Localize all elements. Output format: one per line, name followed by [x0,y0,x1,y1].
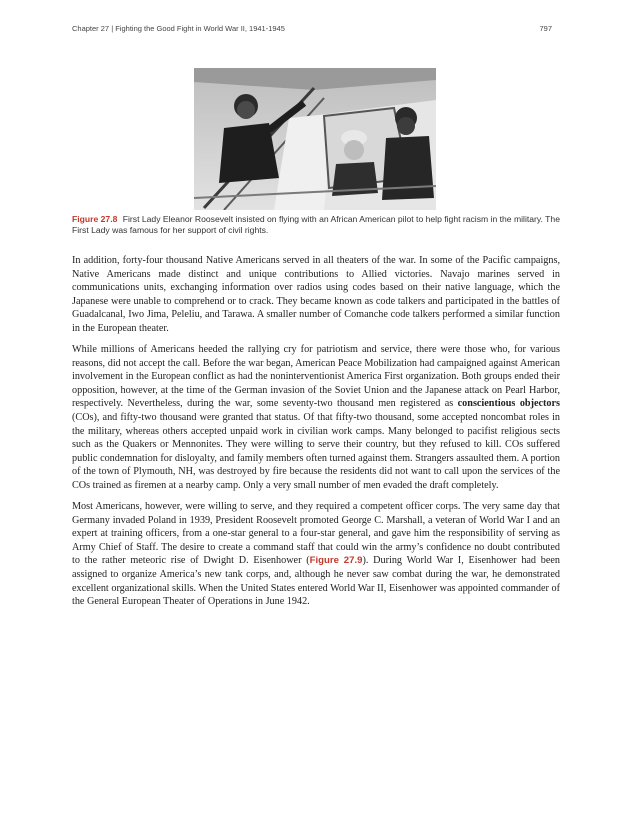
figure-link[interactable]: Figure 27.9 [309,555,363,567]
paragraph-text: ). During World War I, Eisenhower had been assigned to organize America’s new tank corps, and, although he never saw combat during the war, he demonstrated excellent organizational skills. When the United States entered World War II, Eisenhower was appointed commander of the General European Theater of Operations in June 1942. [72,555,561,608]
paragraph-officer-corps [72,500,560,608]
figure-caption [72,214,560,236]
key-term[interactable]: conscientious objectors [457,398,560,410]
paragraph-native-americans: In addition, forty-four thousand Native Americans served in all theaters of the war. In some of the Pacific campaigns, Native Americans made distinct and unique contributions to Allied victories. Navajo marines served in communications units, exchanging information over radios using codes based on their native language, which the Japanese were unable to comprehend or to crack. They became known as code talkers and participated in the battles of Guadalcanal, Iwo Jima, Peleliu, and Tarawa. A smaller number of Comanche code talkers performed a similar function in the European theater. [72,255,560,334]
running-header [72,24,552,33]
figure-label: Figure 27.8 [72,214,118,224]
chapter-title: Chapter 27 | Fighting the Good Fight in World War II, 1941-1945 [72,24,285,33]
paragraph-text: While millions of Americans heeded the rallying cry for patriotism and service, there were those who, for various reasons, did not accept the call. Before the war began, American Peace Mobilization had campaigned against American involvement in the European conflict as had the noninterventionist America First organization. Both groups ended their opposition, however, at the time of the German invasion of the Soviet Union and the Japanese attack on Pearl Harbor, respectively. Nevertheless, during the war, some seventy-two thousand men registered as [72,344,560,410]
figure-caption-text: First Lady Eleanor Roosevelt insisted on flying with an African American pilot to help fight racism in the military. The First Lady was famous for her support of civil rights. [72,214,560,235]
historical-photo [194,68,436,210]
photo-illustration [194,68,436,210]
paragraph-text: Most Americans, however, were willing to serve, and they required a competent officer corps. The very same day that Germany invaded Poland in 1939, President Roosevelt promoted George C. Marshall, a veteran of World War I and an expert at training officers, from a one-star general to a four-star general, and gave him the responsibility of serving as Army Chief of Staff. The desire to create a command staff that could win the army’s confidence no doubt contributed to the rather meteoric rise of Dwight D. Eisenhower ( [72,501,560,567]
paragraph-conscientious-objectors [72,343,560,492]
page-number: 797 [539,24,552,33]
body-text [72,254,560,617]
paragraph-text: (COs), and fifty-two thousand were granted that status. Of that fifty-two thousand, some accepted noncombat roles in the military, whereas others accepted unpaid work in civilian work camps. Many belonged to pacifist religious sects such as the Quakers or Mennonites. They were willing to serve their country, but they refused to kill. COs suffered public condemnation for disloyalty, and family members often turned against them. Strangers assaulted them. A portion of the town of Plymouth, NH, was destroyed by fire because the residents did not want to call upon the services of the COs trained as firemen at a nearby camp. Only a very small number of men evaded the draft completely. [72,412,560,491]
